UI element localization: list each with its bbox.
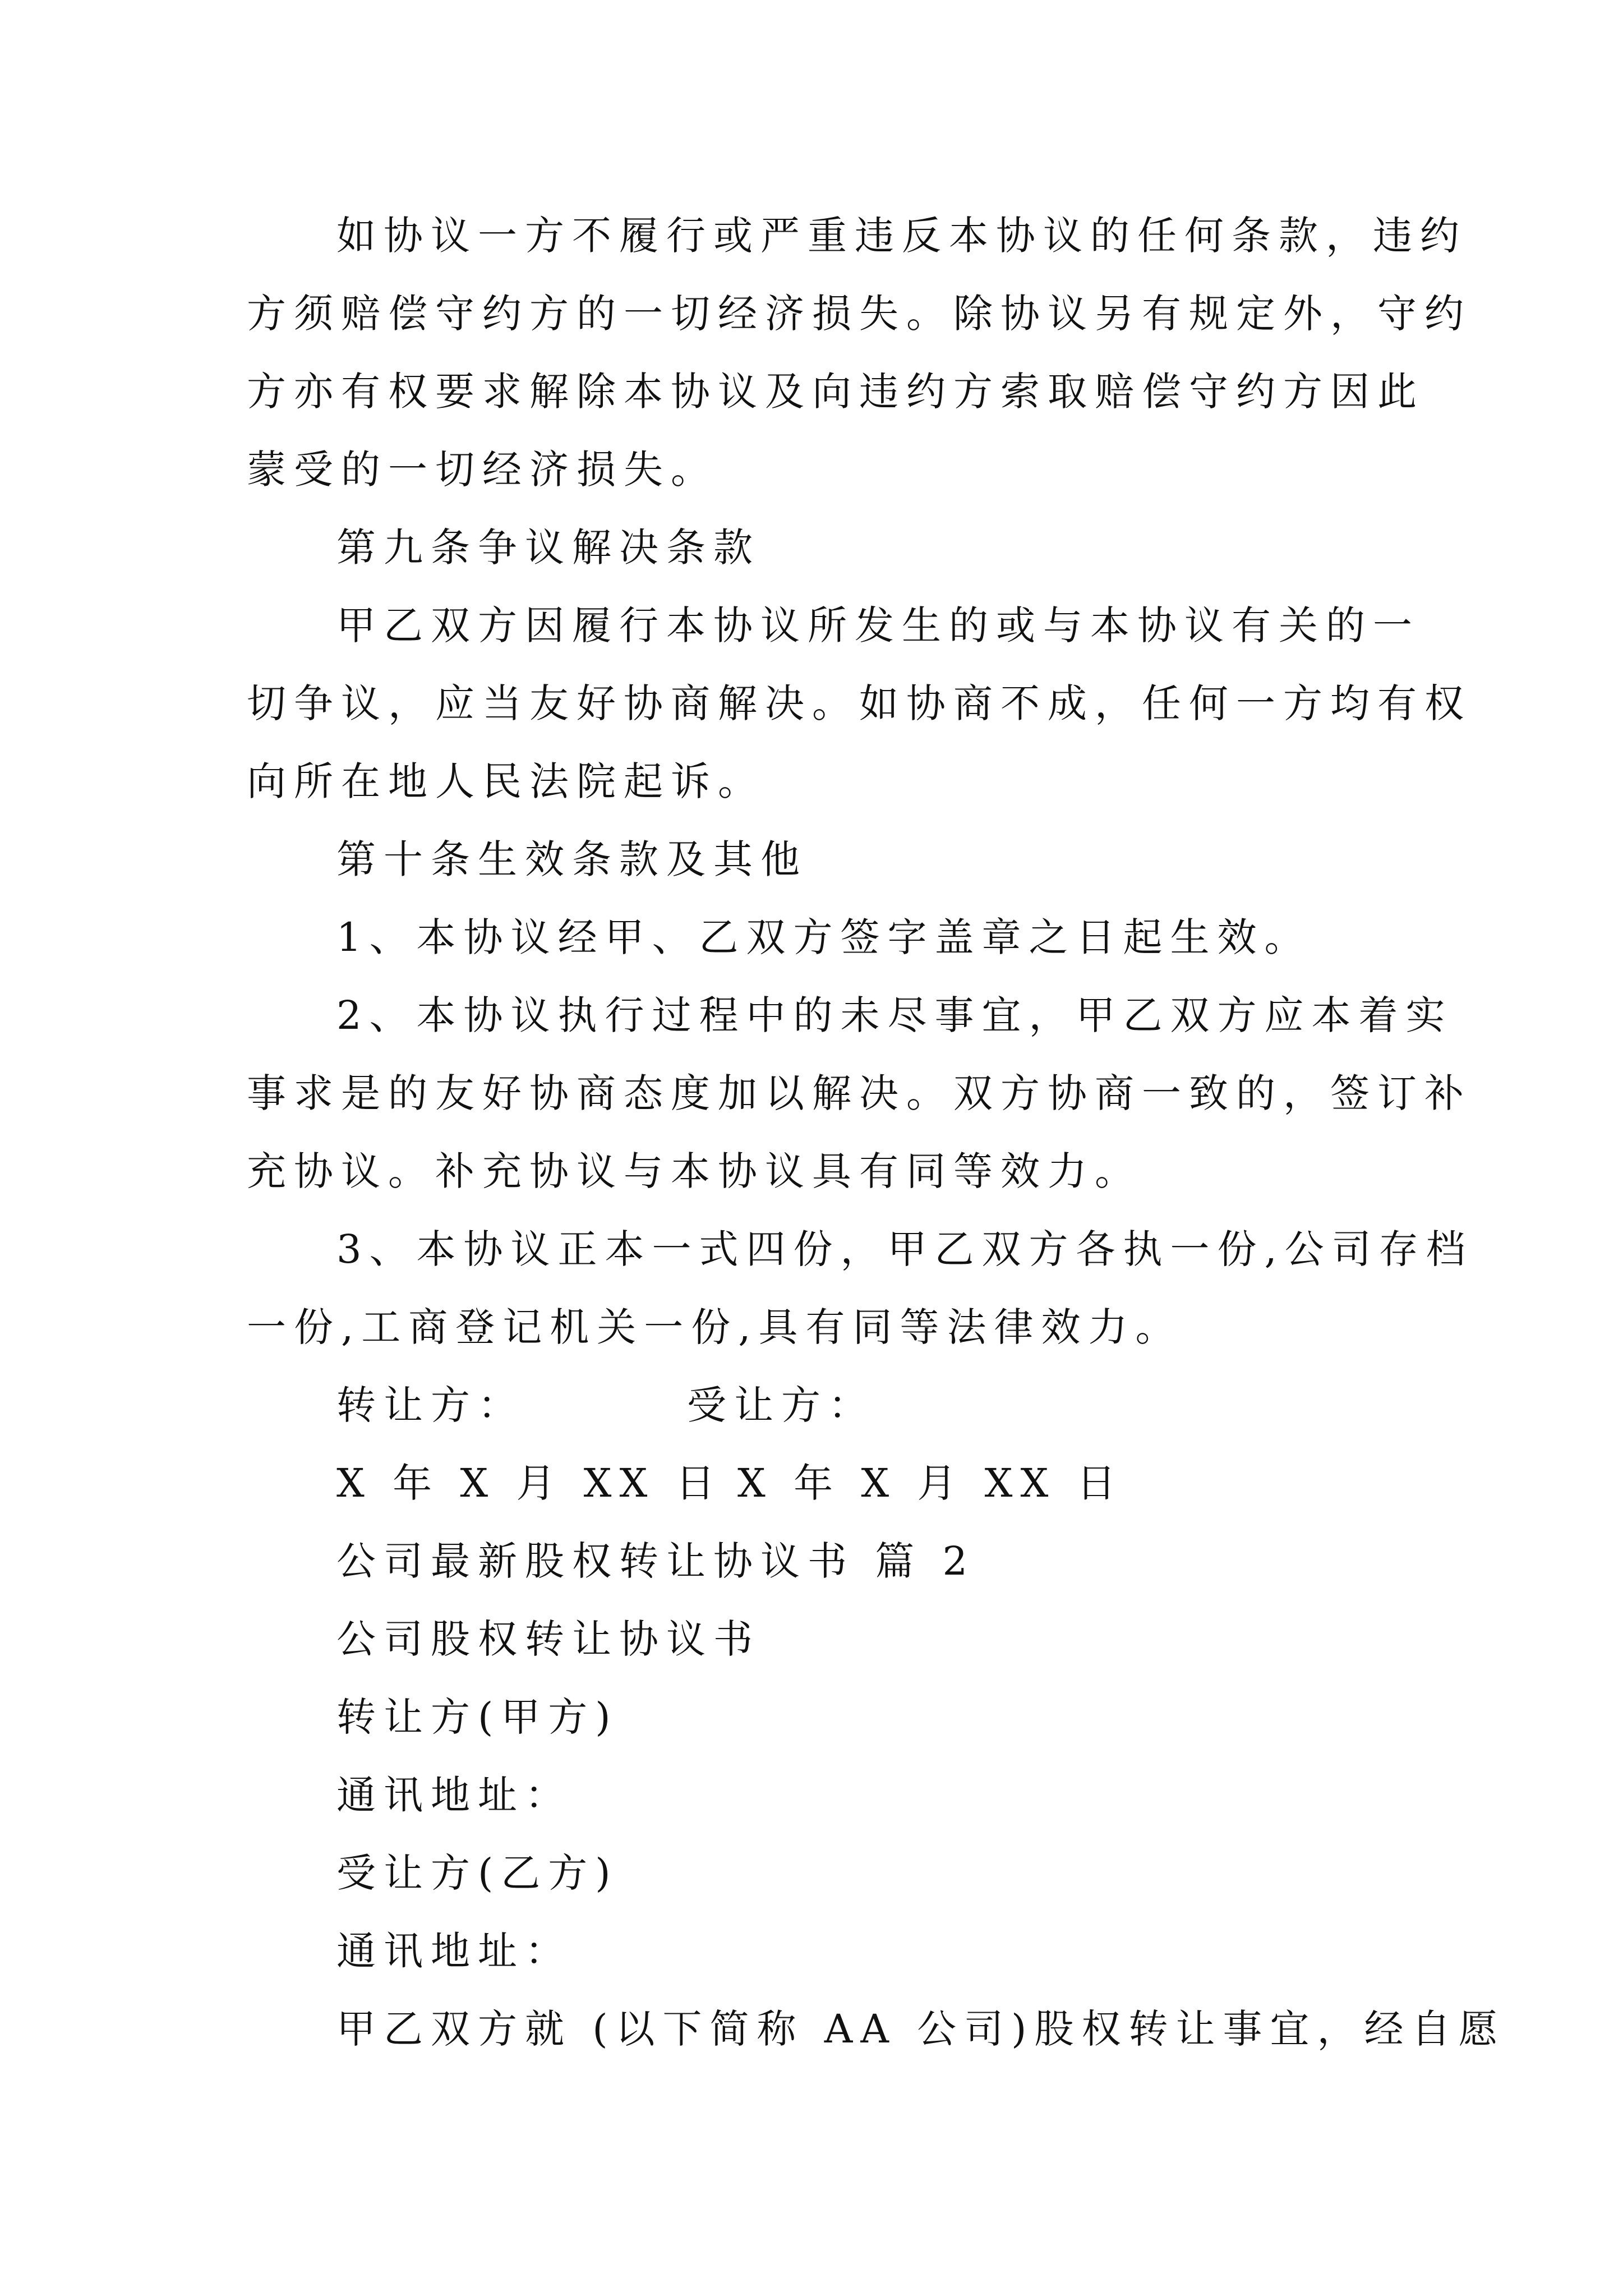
article-9-heading: 第九条争议解决条款 [336,524,760,570]
clause-3-line-2: 一份,工商登记机关一份,具有同等法律效力。 [247,1304,1183,1350]
paragraph-breach-line-4: 蒙受的一切经济损失。 [247,447,718,493]
agreement-title: 公司股权转让协议书 [336,1616,760,1662]
party-a-label: 转让方(甲方) [336,1694,619,1740]
paragraph-breach-line-3: 方亦有权要求解除本协议及向违约方索取赔偿守约方因此 [247,369,1424,415]
transferor-signature-label: 转让方： [336,1382,525,1428]
clause-2-line-3: 充协议。补充协议与本协议具有同等效力。 [247,1148,1142,1194]
paragraph-breach-line-2: 方须赔偿守约方的一切经济损失。除协议另有规定外，守约 [247,291,1472,337]
clause-1: 1、本协议经甲、乙双方签字盖章之日起生效。 [336,914,1312,960]
clause-2-line-2: 事求是的友好协商态度加以解决。双方协商一致的，签订补 [247,1070,1472,1116]
transferor-date: X 年 X 月 XX 日 [336,1460,723,1506]
intro-paragraph-line-1: 甲乙双方就 (以下简称 AA 公司)股权转让事宜，经自愿 [336,2006,1506,2052]
transferee-date: X 年 X 月 XX 日 [737,1460,1124,1506]
paragraph-dispute-line-3: 向所在地人民法院起诉。 [247,758,765,804]
party-b-address-label: 通讯地址： [336,1928,572,1974]
paragraph-dispute-line-1: 甲乙双方因履行本协议所发生的或与本协议有关的一 [336,602,1420,648]
paragraph-dispute-line-2: 切争议，应当友好协商解决。如协商不成，任何一方均有权 [247,680,1472,726]
article-10-heading: 第十条生效条款及其他 [336,836,808,882]
party-b-label: 受让方(乙方) [336,1850,619,1896]
clause-3-line-1: 3、本协议正本一式四份，甲乙双方各执一份,公司存档 [336,1226,1473,1272]
transferee-signature-label: 受让方： [687,1382,875,1428]
section-2-heading: 公司最新股权转让协议书 篇 2 [336,1538,976,1584]
paragraph-breach-line-1: 如协议一方不履行或严重违反本协议的任何条款，违约 [336,213,1467,259]
party-a-address-label: 通讯地址： [336,1772,572,1818]
clause-2-line-1: 2、本协议执行过程中的未尽事宜，甲乙双方应本着实 [336,992,1453,1038]
